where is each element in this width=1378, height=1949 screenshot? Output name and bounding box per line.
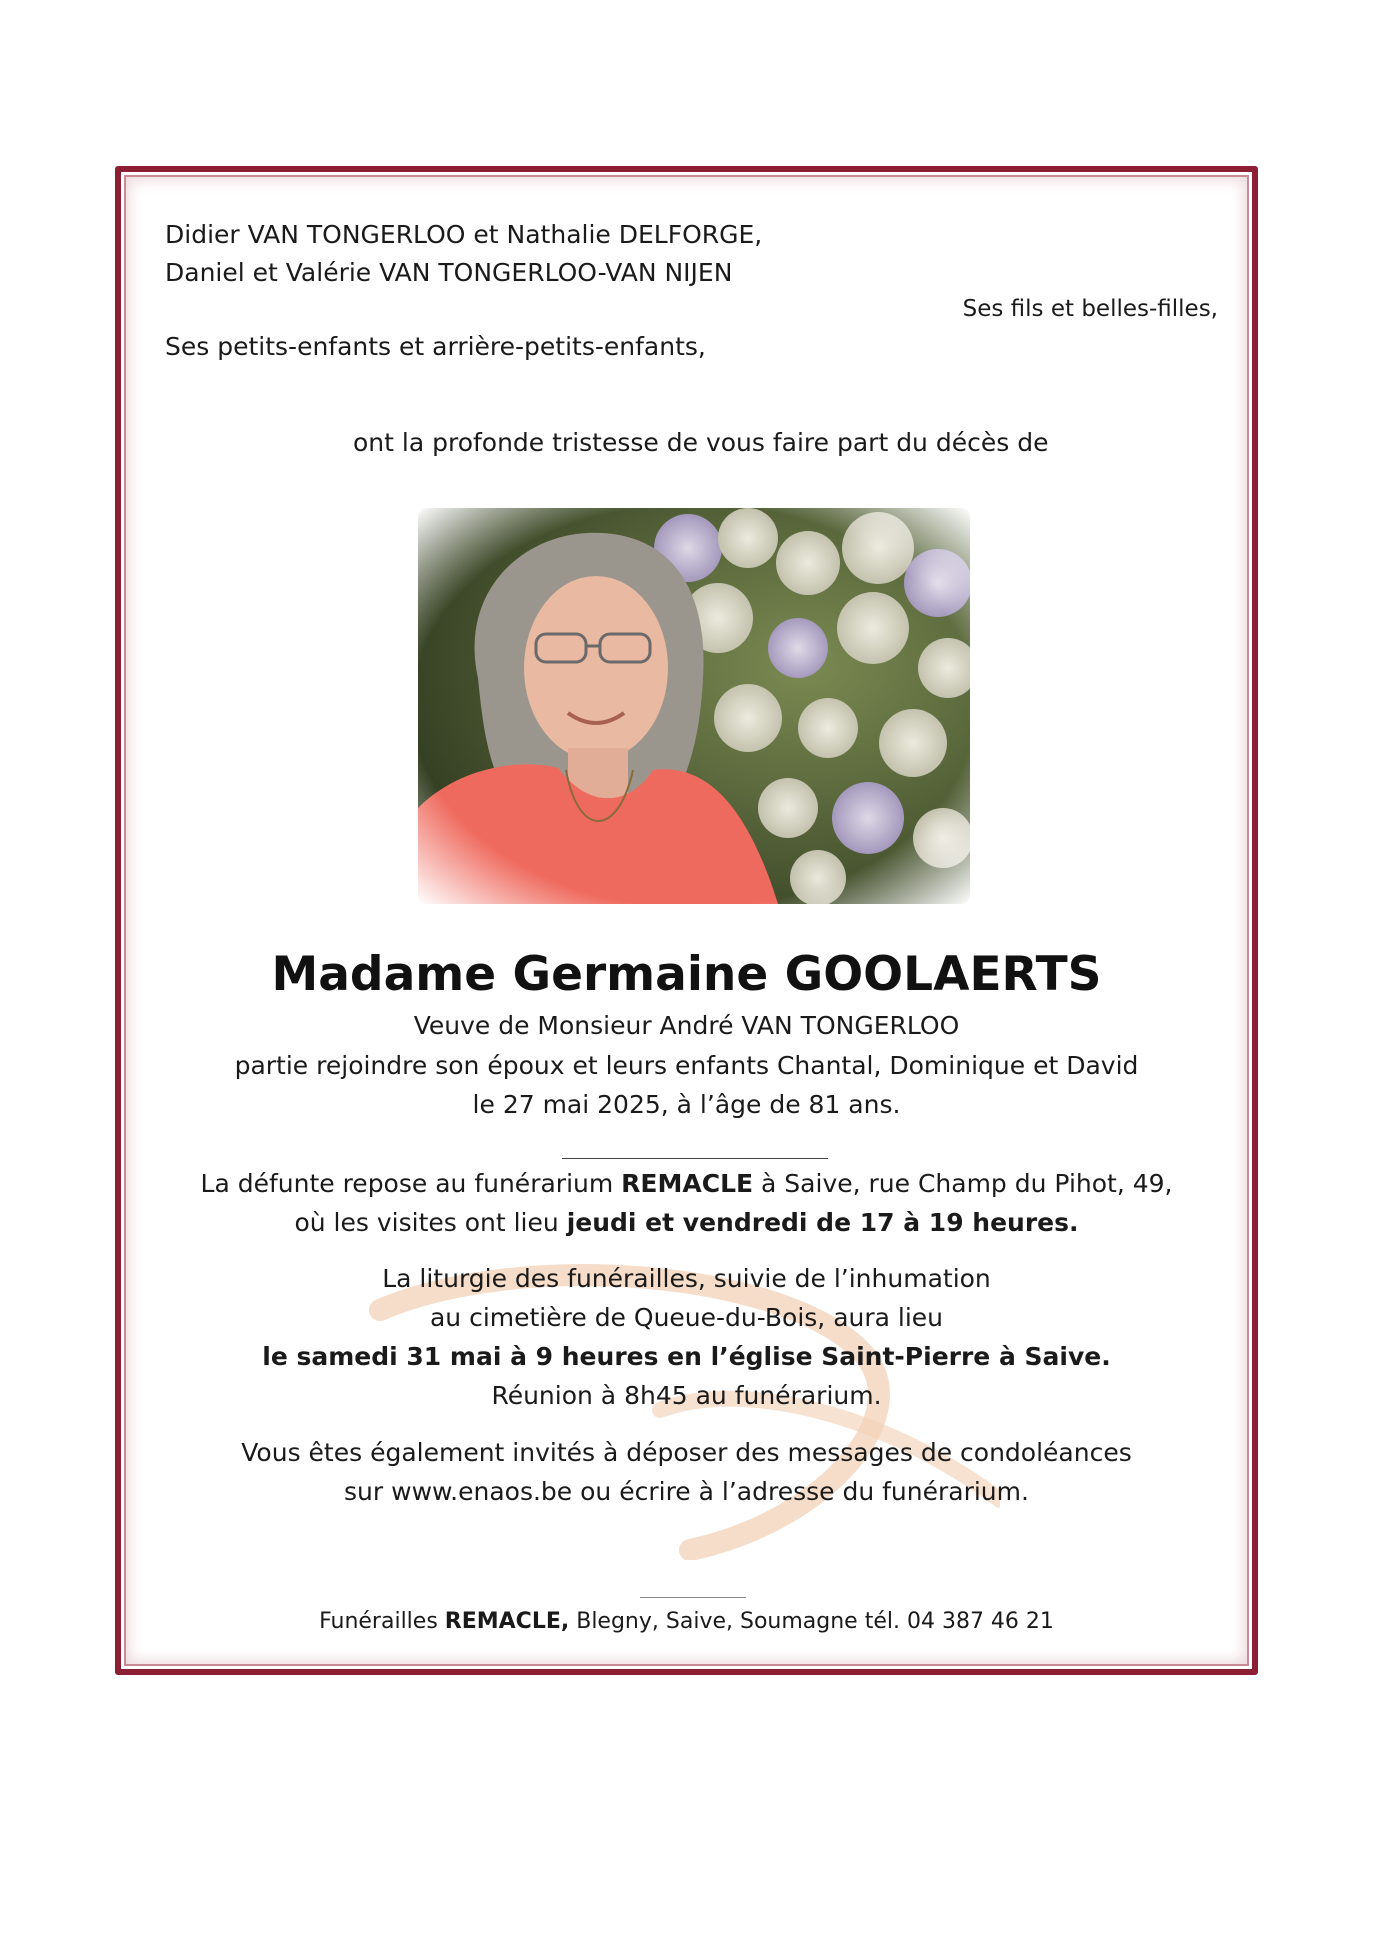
liturgy-line-4: Réunion à 8h45 au funérarium. [491, 1381, 882, 1410]
deceased-widow-line: Veuve de Monsieur André VAN TONGERLOO [413, 1011, 960, 1040]
liturgy-line-3: le samedi 31 mai à 9 heures en l’église Saint-Pierre à Saive. [262, 1342, 1111, 1371]
footer-contact: Blegny, Saive, Soumagne tél. 04 387 46 21 [569, 1609, 1054, 1634]
deceased-family-line: partie rejoindre son époux et leurs enfants Chantal, Dominique et David [234, 1051, 1139, 1080]
portrait-photo [418, 508, 970, 904]
family-line-1: Didier VAN TONGERLOO et Nathalie DELFORGE, [165, 220, 763, 249]
footer-separator [640, 1597, 746, 1598]
visits-line-1 [115, 1168, 1258, 1200]
family-line-3: Ses petits-enfants et arrière-petits-enfants, [165, 332, 706, 361]
condolences-line-1: Vous êtes également invités à déposer des messages de condoléances [241, 1438, 1132, 1467]
family-line-2: Daniel et Valérie VAN TONGERLOO-VAN NIJEN [165, 258, 733, 287]
condolences-line-2: sur www.enaos.be ou écrire à l’adresse du funérarium. [344, 1477, 1029, 1506]
deceased-date-line: le 27 mai 2025, à l’âge de 81 ans. [472, 1090, 901, 1119]
visits-line-2 [115, 1207, 1258, 1239]
footer-brand: REMACLE, [444, 1609, 570, 1634]
separator-line [562, 1158, 828, 1159]
visits-line-1-text: La défunte repose au funérarium [200, 1169, 622, 1198]
liturgy-line-2: au cimetière de Queue-du-Bois, aura lieu [429, 1303, 944, 1332]
family-relation-sons: Ses fils et belles-filles, [962, 296, 1218, 322]
visits-hours: jeudi et vendredi de 17 à 19 heures. [566, 1208, 1079, 1237]
announcement-text: ont la profonde tristesse de vous faire part du décès de [353, 428, 1049, 457]
liturgy-line-1: La liturgie des funérailles, suivie de l’inhumation [382, 1264, 991, 1293]
visits-line-2-text: où les visites ont lieu [294, 1208, 567, 1237]
deceased-name: Madame Germaine GOOLAERTS [271, 947, 1102, 1002]
visits-address: à Saive, rue Champ du Pihot, 49, [753, 1169, 1173, 1198]
footer-prefix: Funérailles [319, 1609, 445, 1634]
funeral-home-name: REMACLE [621, 1169, 754, 1198]
footer [115, 1606, 1258, 1638]
